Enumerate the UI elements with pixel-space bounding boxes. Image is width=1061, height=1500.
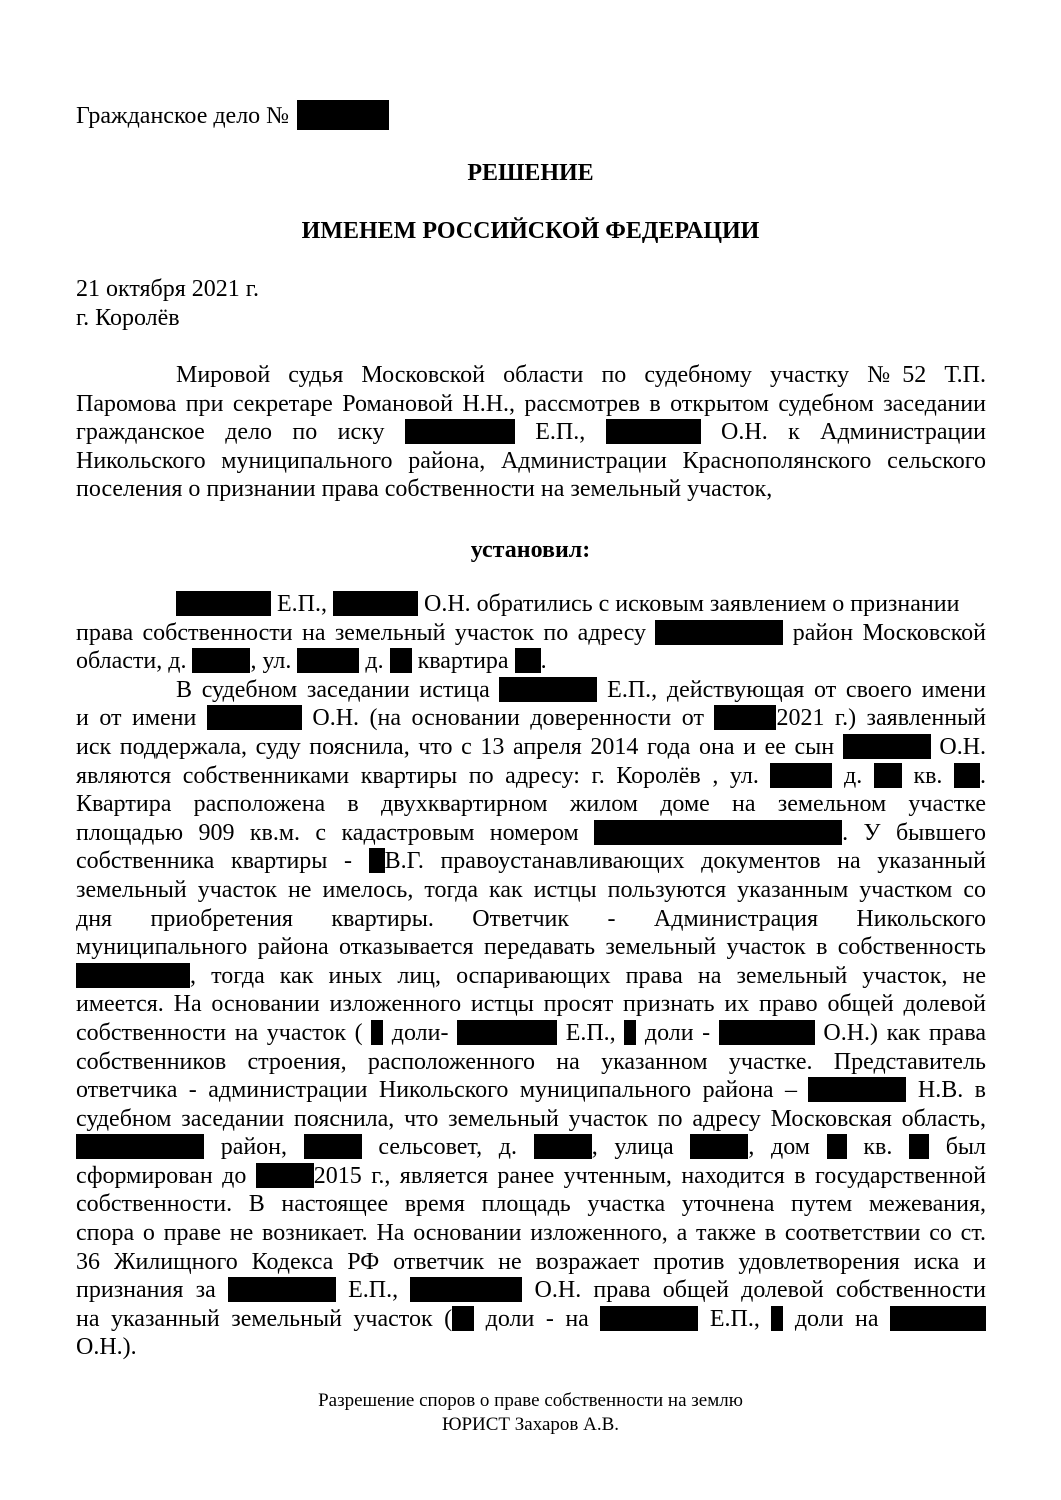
redaction	[714, 705, 776, 730]
redaction	[405, 419, 515, 444]
body-line: собственника квартиры - В.Г. правоустанавливающих документов на указанный	[76, 848, 987, 875]
redaction	[954, 763, 980, 788]
redaction	[457, 1020, 557, 1045]
body-line: сформирован до 2015 г., является ранее учтенным, находится в государственной	[76, 1162, 987, 1189]
intro-line: Никольского муниципального района, Администрации Краснополянского сельского	[76, 447, 986, 474]
body-line: Квартира расположена в двухквартирном жилом доме на земельном участке	[76, 791, 986, 818]
redaction	[771, 1306, 783, 1331]
case-number-label: Гражданское дело №	[76, 103, 290, 129]
footer-line-1: Разрешение споров о праве собственности на землю	[318, 1390, 743, 1411]
redaction	[452, 1306, 474, 1331]
body-line: имеется. На основании изложенного истцы просят признать их право общей долевой	[76, 991, 986, 1018]
body-line: судебном заседании пояснила, что земельный участок по адресу Московская область,	[76, 1105, 986, 1132]
redaction	[410, 1277, 522, 1302]
body-line: собственности на участок ( доли- Е.П., доли - О.Н.) как права	[76, 1019, 986, 1046]
redaction	[297, 648, 359, 673]
body-line: собственников строения, расположенного на указанном участке. Представитель	[76, 1048, 986, 1075]
body-line: являются собственниками квартиры по адресу: г. Королёв , ул. д. кв. .	[76, 762, 987, 789]
redaction	[369, 848, 385, 873]
body-line: иск поддержала, суду пояснила, что с 13 апреля 2014 года она и ее сын О.Н.	[76, 733, 987, 760]
section-heading: установил:	[470, 537, 591, 563]
body-line: собственности. В настоящее время площадь участка уточнена путем межевания,	[76, 1191, 986, 1218]
intro-paragraph	[76, 361, 986, 504]
redaction	[515, 648, 541, 673]
body-line: спора о праве не возникает. На основании изложенного, а также в соответствии со ст.	[76, 1220, 986, 1247]
body-line: 36 Жилищного Кодекса РФ ответчик не возражает против удовлетворения иска и	[76, 1248, 986, 1275]
body-line: ответчика - администрации Никольского муниципального района – Н.В. в	[76, 1077, 986, 1104]
redaction	[390, 648, 412, 673]
body-line: права собственности на земельный участок по адресу район Московской	[76, 619, 987, 646]
redaction	[333, 591, 418, 616]
redaction	[499, 677, 597, 702]
document-title: РЕШЕНИЕ	[467, 160, 594, 186]
decision-city: г. Королёв	[76, 304, 180, 331]
body-line: области, д. , ул. д. квартира .	[76, 648, 547, 675]
footer-line-2: ЮРИСТ Захаров А.В.	[441, 1414, 620, 1435]
body-line: , тогда как иных лиц, оспаривающих права на земельный участок, не	[76, 962, 986, 991]
redaction	[843, 734, 931, 759]
body-line: О.Н.).	[76, 1334, 137, 1361]
redaction	[76, 963, 190, 988]
redaction	[890, 1306, 986, 1331]
redaction	[228, 1277, 336, 1302]
redaction	[624, 1020, 636, 1045]
redaction	[371, 1020, 383, 1045]
body-line: В судебном заседании истица Е.П., действующая от своего имени	[176, 676, 987, 703]
document-subtitle: ИМЕНЕМ РОССИЙСКОЙ ФЕДЕРАЦИИ	[301, 218, 760, 244]
redaction	[606, 419, 701, 444]
redaction	[534, 1134, 592, 1159]
body-paragraph	[76, 590, 986, 1362]
body-line: район, сельсовет, д. , улица , дом кв. был	[76, 1133, 986, 1162]
intro-line: поселения о признании права собственности на земельный участок,	[76, 476, 773, 503]
body-line: земельный участок не имелось, тогда как истцы пользуются указанным участком со	[76, 876, 986, 903]
intro-line: Мировой судья Московской области по судебному участку №52 Т.П.	[176, 362, 986, 388]
redaction	[770, 763, 832, 788]
redaction	[256, 1163, 314, 1188]
redaction	[808, 1077, 906, 1102]
redaction	[192, 648, 250, 673]
footer	[0, 1389, 1061, 1437]
redaction	[176, 591, 271, 616]
intro-line: Паромова при секретаре Романовой Н.Н., рассмотрев в открытом судебном заседании	[76, 390, 986, 417]
redaction	[304, 1134, 362, 1159]
body-line: муниципального района отказывается передавать земельный участок в собственность	[76, 934, 986, 961]
body-line: Е.П., О.Н. обратились с исковым заявлением о признании	[76, 590, 986, 619]
redaction	[655, 620, 783, 645]
body-line: на указанный земельный участок ( доли - на Е.П., доли на	[76, 1305, 986, 1334]
redaction	[207, 705, 302, 730]
redaction	[600, 1306, 698, 1331]
intro-line: гражданское дело по иску Е.П., О.Н. к Администрации	[76, 419, 987, 446]
redaction	[909, 1134, 929, 1159]
body-line: дня приобретения квартиры. Ответчик - Администрация Никольского	[76, 905, 986, 932]
redaction	[690, 1134, 748, 1159]
body-line: площадью 909 кв.м. с кадастровым номером . У бывшего	[76, 819, 987, 846]
redaction	[719, 1020, 815, 1045]
redaction	[297, 100, 389, 130]
body-line: признания за Е.П., О.Н. права общей долевой собственности	[76, 1277, 987, 1304]
case-number	[76, 100, 986, 129]
date-city-block	[76, 275, 986, 332]
redaction	[76, 1134, 204, 1159]
body-line: и от имени О.Н. (на основании доверенности от 2021 г.) заявленный	[76, 705, 987, 732]
redaction	[874, 763, 902, 788]
decision-date: 21 октября 2021 г.	[76, 276, 259, 302]
redaction	[594, 820, 842, 845]
redaction	[827, 1134, 847, 1159]
